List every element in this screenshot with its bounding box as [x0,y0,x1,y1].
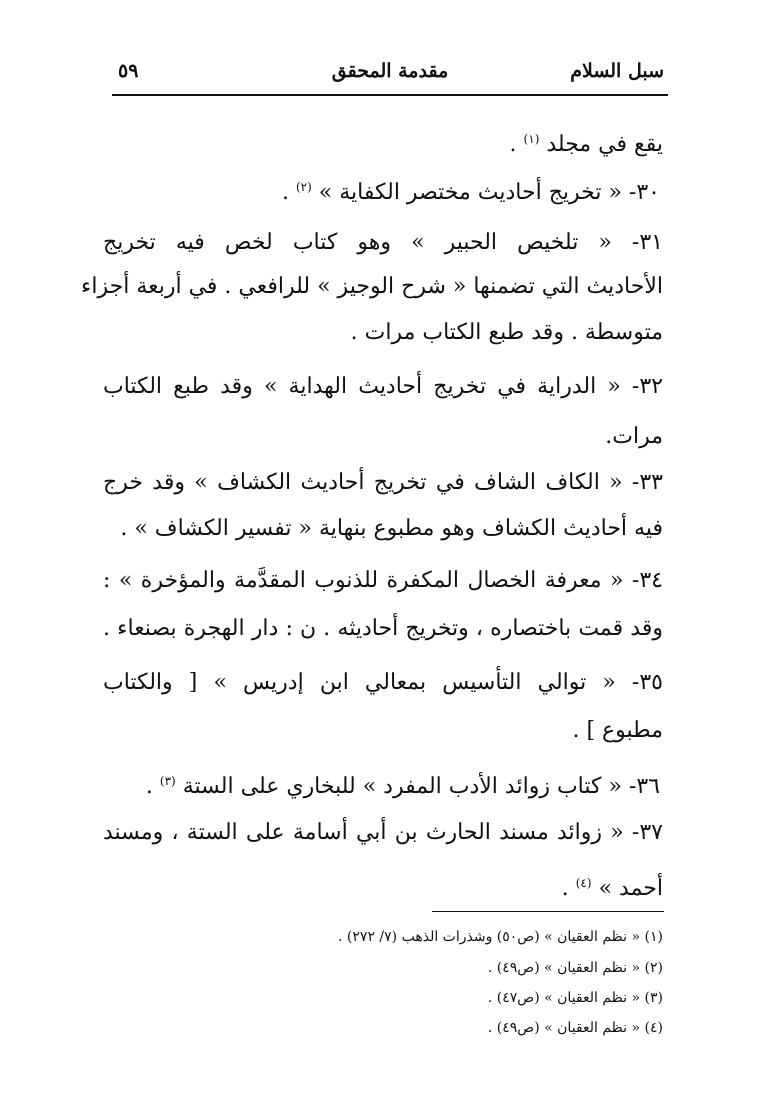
page-number: ٥٩ [118,60,139,82]
text-line: فيه أحاديث الكشاف وهو مطبوع بنهاية « تفسير الكشاف » . [120,516,663,541]
list-item-33: ٣٣- « الكاف الشاف في تخريج أحاديث الكشاف » وقد خرج [103,470,663,495]
list-item-37: ٣٧- « زوائد مسند الحارث بن أبي أسامة على الستة ، ومسند [103,820,663,845]
list-item-34: ٣٤- « معرفة الخصال المكفرة للذنوب المقدَّمة والمؤخرة » : [103,568,663,593]
text-line: مطبوع ] . [572,718,663,743]
footnote-1: (١) « نظم العقيان » (ص٥٠) وشذرات الذهب (٧/ ٢٧٢) . [338,929,663,945]
list-item-35: ٣٥- « توالي التأسيس بمعالي ابن إدريس » [ والكتاب [103,670,663,695]
footnote-2: (٢) « نظم العقيان » (ص٤٩) . [487,960,663,976]
text-line: يقع في مجلد $^{(١)}$ . [509,132,663,157]
book-title: سبل السلام [570,60,664,82]
list-item-36: ٣٦- « كتاب زوائد الأدب المفرد » للبخاري على الستة $^{(٣)}$ . [145,774,660,799]
section-title: مقدمة المحقق [331,60,449,82]
text-line: متوسطة . وقد طبع الكتاب مرات . [350,320,663,345]
text-line: وقد قمت باختصاره ، وتخريج أحاديثه . ن : دار الهجرة بصنعاء . [103,616,663,641]
footnote-separator [432,911,664,912]
list-item-31: ٣١- « تلخيص الحبير » وهو كتاب لخص فيه تخريج [103,230,663,255]
footnote-ref: (٣) [159,774,176,788]
header-rule [112,94,668,96]
footnote-ref: (٤) [575,876,592,890]
running-header [112,56,668,92]
footnote-4: (٤) « نظم العقيان » (ص٤٩) . [487,1020,663,1036]
text-line: مرات. [605,424,663,449]
footnote-ref: (٢) [295,180,312,194]
list-item-30: ٣٠- « تخريج أحاديث مختصر الكفاية » $^{(٢)}$ . [281,180,660,205]
text-line: أحمد » $^{(٤)}$ . [561,876,663,901]
list-item-32: ٣٢- « الدراية في تخريج أحاديث الهداية » وقد طبع الكتاب [103,374,663,399]
text-line: الأحاديث التي تضمنها « شرح الوجيز » للرافعي . في أربعة أجزاء [81,274,663,299]
footnote-3: (٣) « نظم العقيان » (ص٤٧) . [487,990,663,1006]
footnote-ref: (١) [523,132,540,146]
